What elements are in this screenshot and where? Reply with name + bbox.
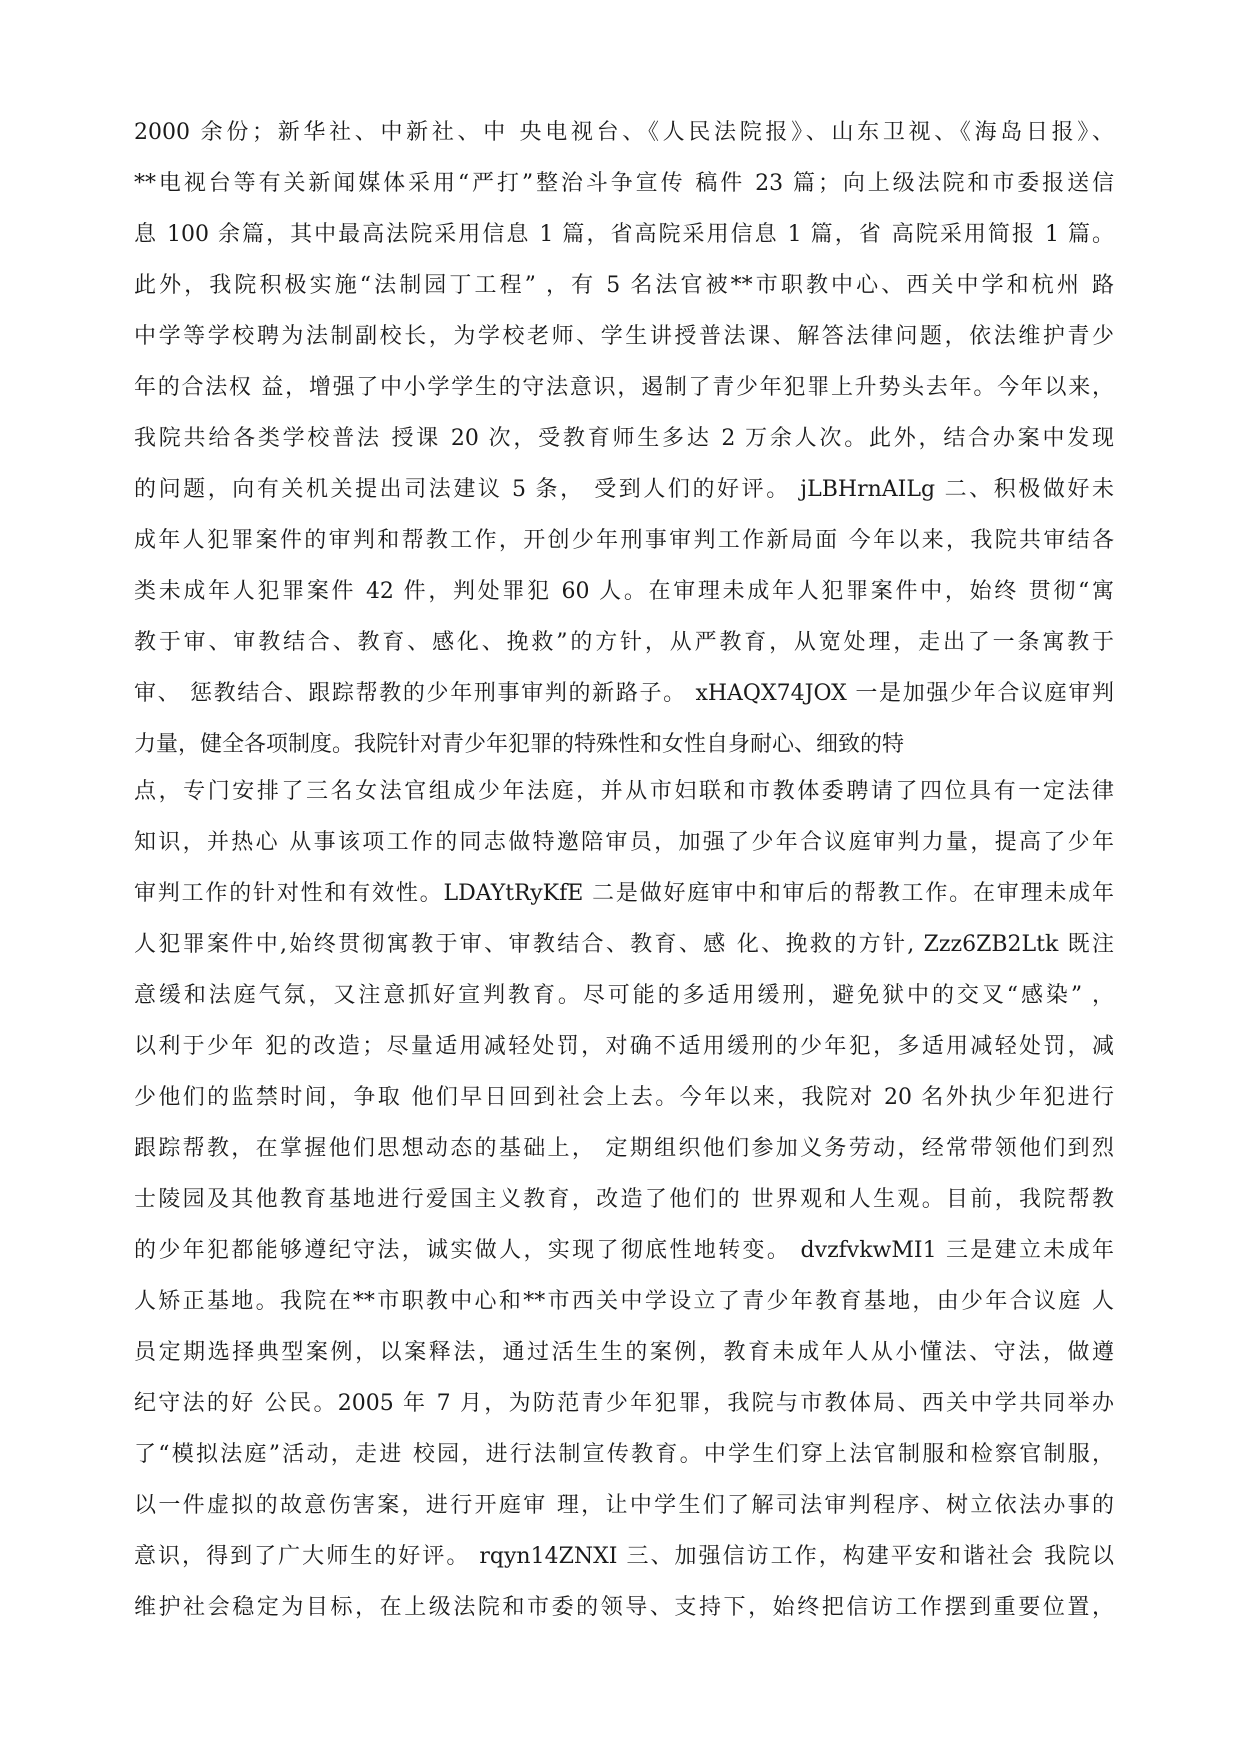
text-block-lower: [134, 766, 1114, 1633]
text-line: 士陵园及其他教育基地进行爱国主义教育，改造了他们的 世界观和人生观。目前，我院帮教: [134, 1187, 1114, 1212]
text-line: 知识，并热心 从事该项工作的同志做特邀陪审员，加强了少年合议庭审判力量，提高了少年: [134, 830, 1114, 855]
text-line: 纪守法的好 公民。2005 年 7 月，为防范青少年犯罪，我院与市教体局、西关中学共同举办: [134, 1391, 1114, 1416]
text-line: 意缓和法庭气氛，又注意抓好宣判教育。尽可能的多适用缓刑，避免狱中的交叉“感染” ，: [134, 983, 1114, 1008]
text-line: 人矫正基地。我院在**市职教中心和**市西关中学设立了青少年教育基地，由少年合议庭 人: [134, 1289, 1114, 1314]
text-line: 我院共给各类学校普法 授课 20 次，受教育师生多达 2 万余人次。此外，结合办案中发现: [134, 426, 1114, 451]
text-line: 力量，健全各项制度。我院针对青少年犯罪的特殊性和女性自身耐心、细致的特: [134, 732, 905, 757]
text-line: 教于审、审教结合、教育、感化、挽救”的方针，从严教育，从宽处理，走出了一条寓教于: [134, 630, 1114, 655]
text-line: 的问题，向有关机关提出司法建议 5 条， 受到人们的好评。 jLBHrnAILg 二、积极做好未: [134, 477, 1114, 502]
text-block-upper: [134, 107, 1114, 770]
text-line: 此外，我院积极实施“法制园丁工程” ，有 5 名法官被**市职教中心、西关中学和杭州 路: [134, 273, 1114, 298]
text-line: 以利于少年 犯的改造；尽量适用减轻处罚，对确不适用缓刑的少年犯，多适用减轻处罚，减: [134, 1034, 1114, 1059]
text-line: 维护社会稳定为目标，在上级法院和市委的领导、支持下，始终把信访工作摆到重要位置，: [134, 1595, 1114, 1620]
text-line: 员定期选择典型案例，以案释法，通过活生生的案例，教育未成年人从小懂法、守法，做遵: [134, 1340, 1114, 1365]
text-line: 以一件虚拟的故意伤害案，进行开庭审 理，让中学生们了解司法审判程序、树立依法办事的: [134, 1493, 1114, 1518]
text-line: 类未成年人犯罪案件 42 件，判处罪犯 60 人。在审理未成年人犯罪案件中，始终 贯彻“寓: [134, 579, 1114, 604]
text-line: 息 100 余篇，其中最高法院采用信息 1 篇，省高院采用信息 1 篇，省 高院采用简报 1 篇。: [134, 222, 1114, 247]
text-line: 点，专门安排了三名女法官组成少年法庭，并从市妇联和市教体委聘请了四位具有一定法律: [134, 779, 1114, 804]
text-line: 人犯罪案件中,始终贯彻寓教于审、审教结合、教育、感 化、挽救的方针, Zzz6ZB2Ltk 既注: [134, 932, 1114, 957]
text-line: 成年人犯罪案件的审判和帮教工作，开创少年刑事审判工作新局面 今年以来，我院共审结各: [134, 528, 1114, 553]
text-line: 审判工作的针对性和有效性。LDAYtRyKfE 二是做好庭审中和审后的帮教工作。在审理未成年: [134, 881, 1114, 906]
text-line: 中学等学校聘为法制副校长，为学校老师、学生讲授普法课、解答法律问题，依法维护青少: [134, 324, 1114, 349]
text-line: 意识，得到了广大师生的好评。 rqyn14ZNXI 三、加强信访工作，构建平安和谐社会 我院以: [134, 1544, 1114, 1569]
text-line: **电视台等有关新闻媒体采用“严打”整治斗争宣传 稿件 23 篇；向上级法院和市委报送信: [134, 171, 1114, 196]
text-line: 年的合法权 益，增强了中小学学生的守法意识，遏制了青少年犯罪上升势头去年。今年以来，: [134, 375, 1114, 400]
text-line: 少他们的监禁时间，争取 他们早日回到社会上去。今年以来，我院对 20 名外执少年犯进行: [134, 1085, 1114, 1110]
text-line: 的少年犯都能够遵纪守法，诚实做人，实现了彻底性地转变。 dvzfvkwMI1 三是建立未成年: [134, 1238, 1114, 1263]
text-line: 2000 余份；新华社、中新社、中 央电视台、《人民法院报》、山东卫视、《海岛日报》、: [134, 120, 1114, 145]
text-line: 审、 惩教结合、跟踪帮教的少年刑事审判的新路子。 xHAQX74JOX 一是加强少年合议庭审判: [134, 681, 1114, 706]
text-line: 跟踪帮教，在掌握他们思想动态的基础上， 定期组织他们参加义务劳动，经常带领他们到烈: [134, 1136, 1114, 1161]
text-line: 了“模拟法庭”活动，走进 校园，进行法制宣传教育。中学生们穿上法官制服和检察官制服，: [134, 1442, 1114, 1467]
